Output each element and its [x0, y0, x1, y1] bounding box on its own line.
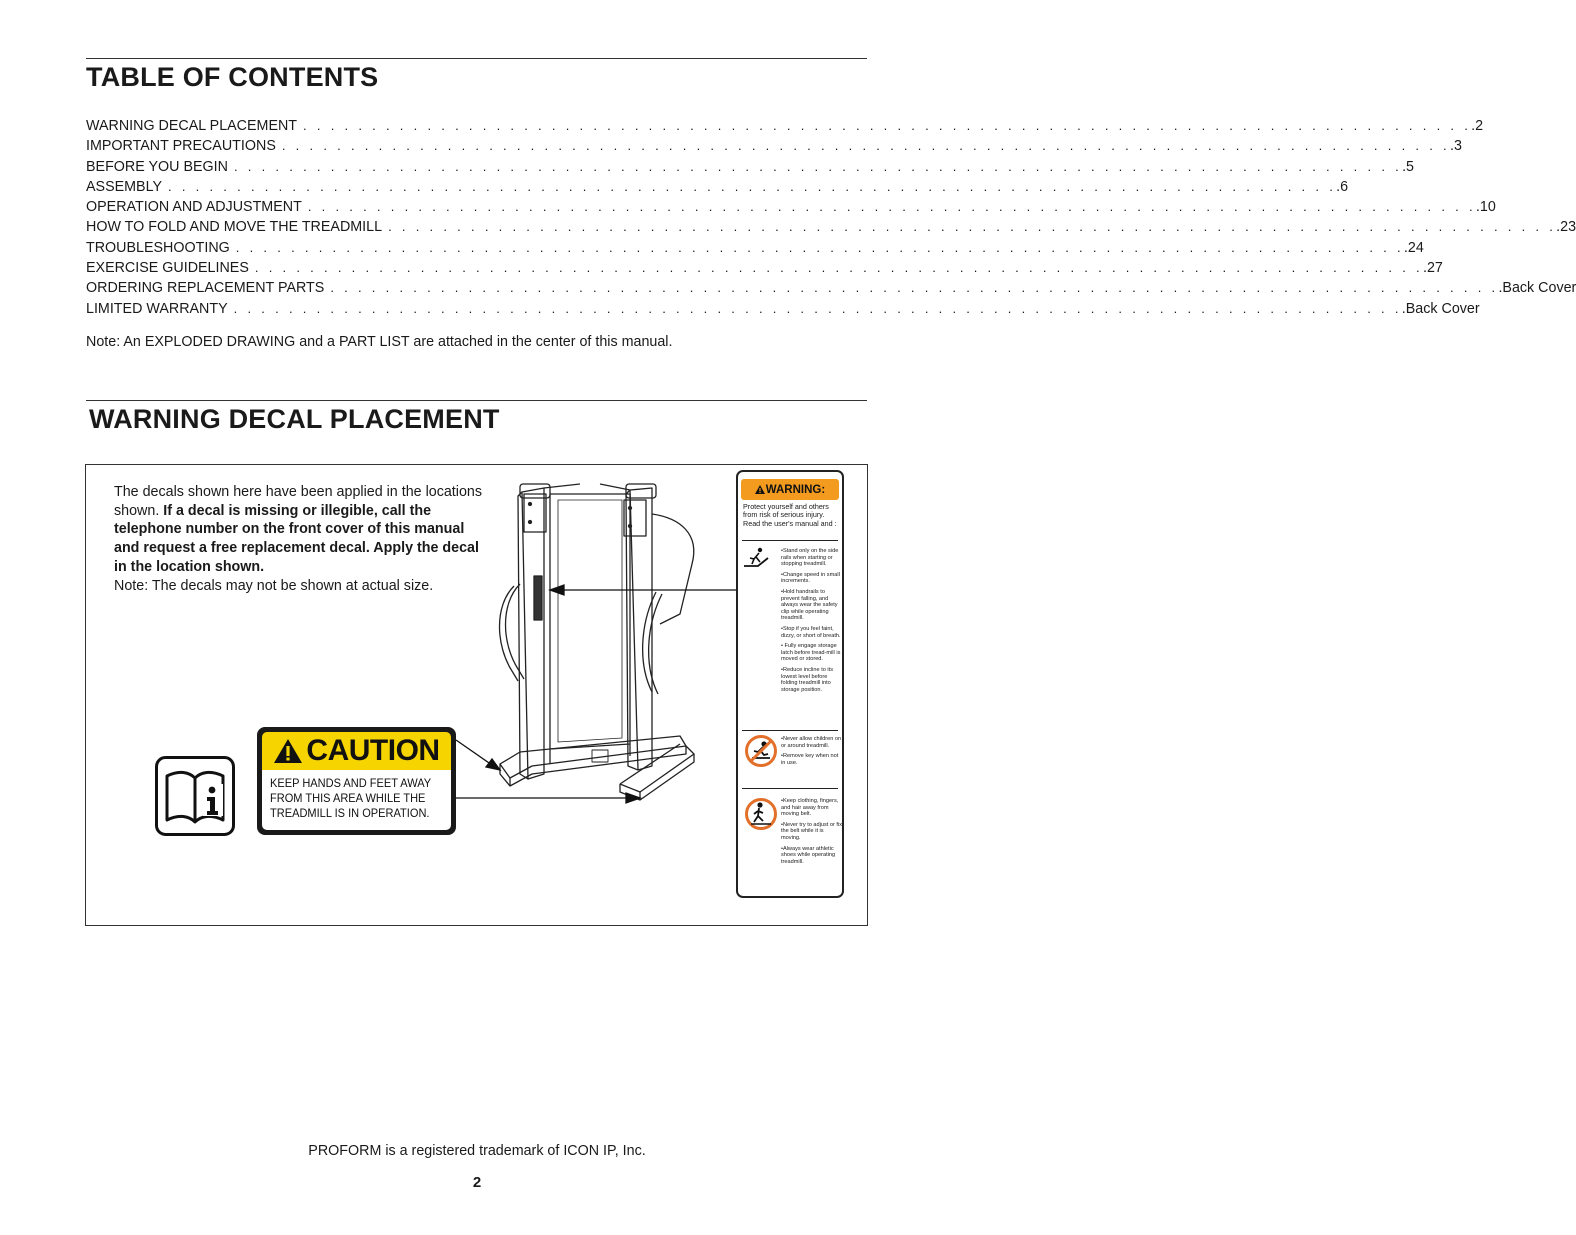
warning-triangle-icon [755, 485, 765, 494]
caution-message [270, 776, 436, 821]
toc-entry[interactable] [86, 300, 1480, 321]
toc-entry-title: IMPORTANT PRECAUTIONS [86, 138, 276, 155]
warning-intro: Protect yourself and others from risk of serious injury. Read the user's manual and : [743, 502, 837, 528]
warning-heading: WARNING: [765, 483, 826, 496]
toc-entry-page: .23 [1556, 219, 1576, 236]
warning-decal [736, 470, 844, 898]
toc-entry-title: TROUBLESHOOTING [86, 239, 230, 256]
caution-line: KEEP HANDS AND FEET AWAY [270, 776, 432, 790]
toc-entry[interactable] [86, 138, 1462, 158]
toc-title: TABLE OF CONTENTS [86, 62, 379, 92]
toc-entry-page: .Back Cover [1498, 280, 1576, 297]
warning-divider [742, 788, 838, 789]
toc-entry-title: EXERCISE GUIDELINES [86, 260, 249, 277]
warning-item: •Hold handrails to prevent falling, and always wear the safety clip while operating treadmill. [781, 588, 838, 622]
toc-leader: . . . . . . . . . . . . . . . . . . . . . . . . . . . . . . . . . . . . . . . . . . . . . . . . . . . . . . . . . . . . . . . . . . . . . . . . . . . . . . . . . . . . . [168, 178, 1337, 194]
intro-bold: If a decal is missing or illegible, call the telephone number on the front cover of this manual and request a free replacement decal. Apply the decal in the location shown. [114, 502, 479, 575]
warning-divider [742, 540, 838, 541]
toc-entry-title: BEFORE YOU BEGIN [86, 158, 228, 175]
toc-entry[interactable] [86, 280, 1576, 300]
top-rule [86, 58, 867, 59]
caution-header [262, 732, 451, 770]
toc-entry-title: OPERATION AND ADJUSTMENT [86, 199, 302, 216]
warning-item: •Keep clothing, fingers, and hair away from moving belt. [781, 798, 839, 818]
warning-item: •Always wear athletic shoes while operating treadmill. [781, 845, 836, 865]
warning-triangle-icon [273, 738, 303, 764]
section-rule [86, 400, 867, 401]
intro-plain: The decals shown here have been applied in the locations shown. [114, 484, 482, 519]
toc-leader: . . . . . . . . . . . . . . . . . . . . . . . . . . . . . . . . . . . . . . . . . . . . . . . . . . . . . . . . . . . . . . . . . . . . . . . . . . . . . . . . . . . . . [254, 260, 1423, 276]
caution-decal [257, 727, 456, 835]
toc-leader: . . . . . . . . . . . . . . . . . . . . . . . . . . . . . . . . . . . . . . . . . . . . . . . . . . . . . . . . . . . . . . . . . . . . . . . . . . . . . . . . . . . . . [330, 280, 1499, 296]
caution-line: FROM THIS AREA WHILE THE [270, 791, 426, 805]
decal-intro-text [114, 483, 484, 595]
toc-leader: . . . . . . . . . . . . . . . . . . . . . . . . . . . . . . . . . . . . . . . . . . . . . . . . . . . . . . . . . . . . . . . . . . . . . . . . . . . . . . . . . . . . . [303, 118, 1472, 133]
toc-entry[interactable] [86, 118, 1484, 138]
intro-note: Note: The decals may not be shown at actual size. [114, 577, 434, 594]
toc-entry[interactable] [86, 199, 1496, 219]
read-manual-icon [155, 756, 235, 836]
toc-entry[interactable] [86, 158, 1414, 179]
toc-entry-title: ORDERING REPLACEMENT PARTS [86, 280, 325, 297]
warning-group-3 [781, 798, 843, 869]
toc-entry-page: .2 [1471, 118, 1484, 134]
warning-item: •Reduce incline to its lowest level before folding treadmill into storage position. [781, 666, 834, 693]
toc-leader: . . . . . . . . . . . . . . . . . . . . . . . . . . . . . . . . . . . . . . . . . . . . . . . . . . . . . . . . . . . . . . . . . . . . . . . . . . . . . . . . . . . . . [233, 158, 1403, 174]
toc-leader: . . . . . . . . . . . . . . . . . . . . . . . . . . . . . . . . . . . . . . . . . . . . . . . . . . . . . . . . . . . . . . . . . . . . . . . . . . . . . . . . . . . . . [235, 239, 1404, 255]
toc-list [86, 118, 1576, 321]
toc-leader: . . . . . . . . . . . . . . . . . . . . . . . . . . . . . . . . . . . . . . . . . . . . . . . . . . . . . . . . . . . . . . . . . . . . . . . . . . . . . . . . . . . . . [233, 300, 1402, 316]
warning-group-2 [781, 736, 843, 770]
warning-item: •Never allow children on or around treadmill. [781, 736, 842, 749]
fall-hazard-icon [742, 544, 772, 570]
toc-entry-page: .6 [1336, 178, 1349, 195]
toc-entry[interactable] [86, 219, 1576, 239]
toc-entry-page: .Back Cover [1401, 300, 1480, 317]
toc-leader: . . . . . . . . . . . . . . . . . . . . . . . . . . . . . . . . . . . . . . . . . . . . . . . . . . . . . . . . . . . . . . . . . . . . . . . . . . . . . . . . . . . . . [388, 219, 1557, 235]
caution-line: TREADMILL IS IN OPERATION. [270, 806, 430, 820]
toc-entry[interactable] [86, 239, 1424, 260]
warning-item: •Never try to adjust or fix the belt while it is moving. [781, 821, 843, 841]
warning-divider [742, 730, 838, 731]
no-children-icon [744, 734, 778, 768]
warning-item: •Change speed in small increments. [781, 571, 840, 585]
toc-entry-page: .10 [1475, 199, 1496, 216]
toc-entry-page: .24 [1403, 239, 1424, 256]
toc-note: Note: An EXPLODED DRAWING and a PART LIST are attached in the center of this manual. [86, 334, 673, 350]
caution-heading: CAUTION [306, 734, 440, 767]
warning-item: • Fully engage storage latch before tread-mill is moved or stored. [781, 643, 841, 663]
toc-entry-title: WARNING DECAL PLACEMENT [86, 118, 298, 134]
toc-entry-title: LIMITED WARRANTY [86, 300, 228, 317]
trademark-notice: PROFORM is a registered trademark of ICON IP, Inc. [308, 1143, 646, 1159]
toc-entry-title: ASSEMBLY [86, 178, 163, 195]
toc-entry-page: .27 [1422, 260, 1443, 277]
page-number: 2 [472, 1174, 482, 1191]
warning-header [741, 479, 839, 500]
warning-item: •Remove key when not in use. [781, 753, 839, 766]
toc-entry-title: HOW TO FOLD AND MOVE THE TREADMILL [86, 219, 383, 236]
decal-pointer-arrows [440, 580, 740, 810]
toc-leader: . . . . . . . . . . . . . . . . . . . . . . . . . . . . . . . . . . . . . . . . . . . . . . . . . . . . . . . . . . . . . . . . . . . . . . . . . . . . . . . . . . . . . [281, 138, 1450, 154]
toc-entry[interactable] [86, 260, 1443, 280]
moving-belt-hazard-icon [744, 794, 778, 834]
warning-item: •Stop if you feel faint, dizzy, or short of breath. [781, 625, 841, 639]
section-title: WARNING DECAL PLACEMENT [89, 404, 500, 434]
warning-item: •Stand only on the side rails when starting or stopping treadmill. [781, 548, 839, 568]
toc-entry-page: .5 [1402, 158, 1414, 175]
toc-entry[interactable] [86, 178, 1349, 199]
warning-group-1 [781, 548, 843, 697]
toc-leader: . . . . . . . . . . . . . . . . . . . . . . . . . . . . . . . . . . . . . . . . . . . . . . . . . . . . . . . . . . . . . . . . . . . . . . . . . . . . . . . . . . . . . [307, 199, 1476, 215]
toc-entry-page: .3 [1449, 138, 1462, 155]
